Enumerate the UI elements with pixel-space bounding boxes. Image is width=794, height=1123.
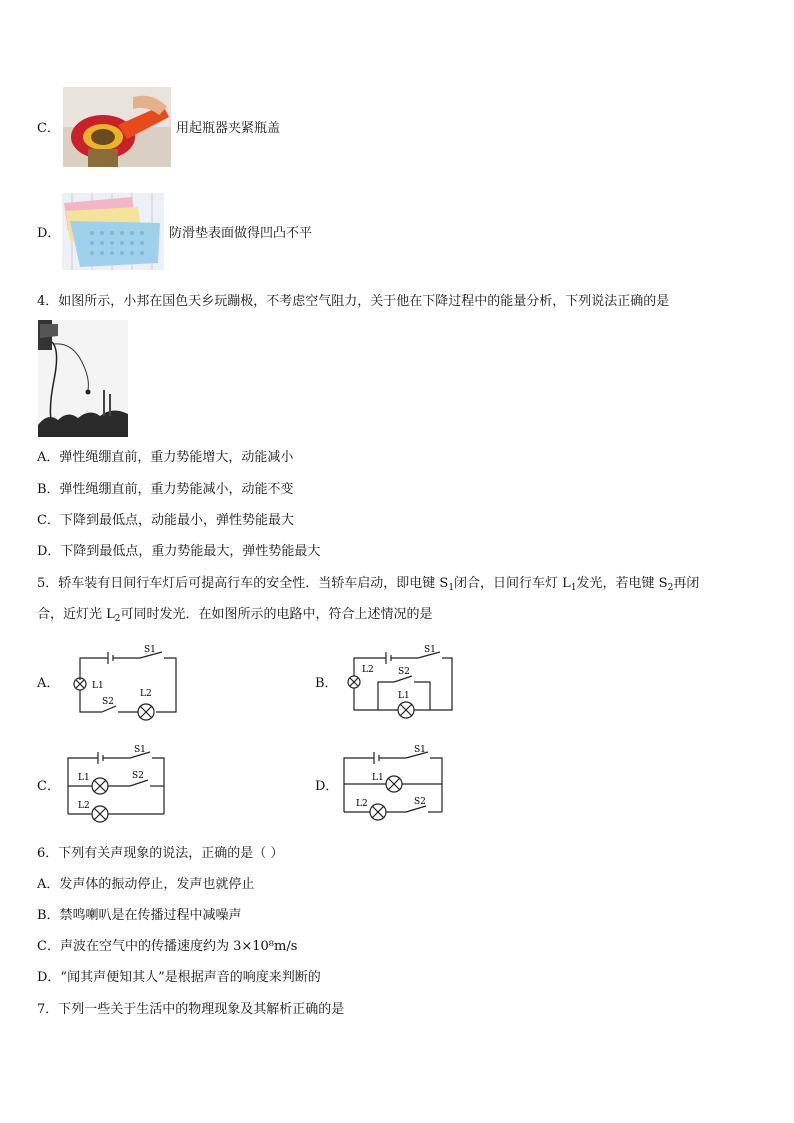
circuit-b-l1-label: L1 <box>398 691 410 701</box>
circuit-c-s2-label: S2 <box>132 771 144 781</box>
circuit-d-s1-label: S1 <box>414 745 426 755</box>
q7-stem: 7．下列一些关于生活中的物理现象及其解析正确的是 <box>37 1002 345 1017</box>
circuit-c-s1-label: S1 <box>134 745 146 755</box>
circuit-diagram-b <box>338 642 463 724</box>
q4-option-d: D．下降到最低点，重力势能最大，弹性势能最大 <box>37 544 321 559</box>
q6-option-b: B．禁鸣喇叭是在传播过程中减噪声 <box>37 908 242 923</box>
circuit-diagram-c <box>60 742 172 828</box>
anti-slip-mat-photo <box>62 193 164 270</box>
circuit-b-s2-label: S2 <box>398 667 410 677</box>
circuit-a-s2-label: S2 <box>102 697 114 707</box>
circuit-b-s1-label: S1 <box>424 645 436 655</box>
circuit-d-label: D． <box>315 779 339 794</box>
circuit-diagram-d <box>338 740 450 826</box>
circuit-a-l1-label: L1 <box>92 681 104 691</box>
circuit-b-l2-label: L2 <box>362 665 374 675</box>
q6-option-a: A．发声体的振动停止，发声也就停止 <box>37 877 255 892</box>
q6-stem: 6．下列有关声现象的说法，正确的是（ ） <box>37 846 284 861</box>
circuit-d-l2-label: L2 <box>356 799 368 809</box>
circuit-c-label: C． <box>37 779 60 794</box>
bungee-jump-photo <box>38 320 128 437</box>
circuit-a-label: A． <box>37 676 60 691</box>
option-d-text: 防滑垫表面做得凹凸不平 <box>169 226 313 241</box>
circuit-d-l1-label: L1 <box>372 773 384 783</box>
circuit-diagram-a <box>60 642 185 722</box>
q5-stem-line2: 合，近灯光 $L_2$可同时发光．在如图所示的电路中，符合上述情况的是 <box>37 607 433 624</box>
q6-option-d: D．“闻其声便知其人”是根据声音的响度来判断的 <box>37 970 321 985</box>
circuit-d-s2-label: S2 <box>414 797 426 807</box>
option-letter-d: D． <box>37 226 61 241</box>
q6-option-c: C．声波在空气中的传播速度约为 3×10⁸m/s <box>37 939 298 954</box>
option-c-text: 用起瓶器夹紧瓶盖 <box>176 121 281 136</box>
q4-option-b: B．弹性绳绷直前，重力势能减小，动能不变 <box>37 482 294 497</box>
q4-option-c: C．下降到最低点，动能最小，弹性势能最大 <box>37 513 294 528</box>
q5-stem-line1: 5．轿车装有日间行车灯后可提高行车的安全性．当轿车启动，即电键 $S_1$闭合，日间行车灯 $L_1$发光，若电键 $S_2$再闭 <box>37 576 700 593</box>
circuit-a-l2-label: L2 <box>140 689 152 699</box>
q4-option-a: A．弹性绳绷直前，重力势能增大，动能减小 <box>37 450 294 465</box>
circuit-c-l1-label: L1 <box>78 773 90 783</box>
circuit-a-s1-label: S1 <box>144 645 156 655</box>
q4-stem: 4．如图所示，小邦在国色天乡玩蹦极，不考虑空气阻力，关于他在下降过程中的能量分析，下列说法正确的是 <box>37 294 670 309</box>
bottle-opener-photo <box>63 87 171 167</box>
circuit-b-label: B． <box>315 676 338 691</box>
option-letter-c: C． <box>37 121 60 136</box>
circuit-c-l2-label: L2 <box>78 801 90 811</box>
